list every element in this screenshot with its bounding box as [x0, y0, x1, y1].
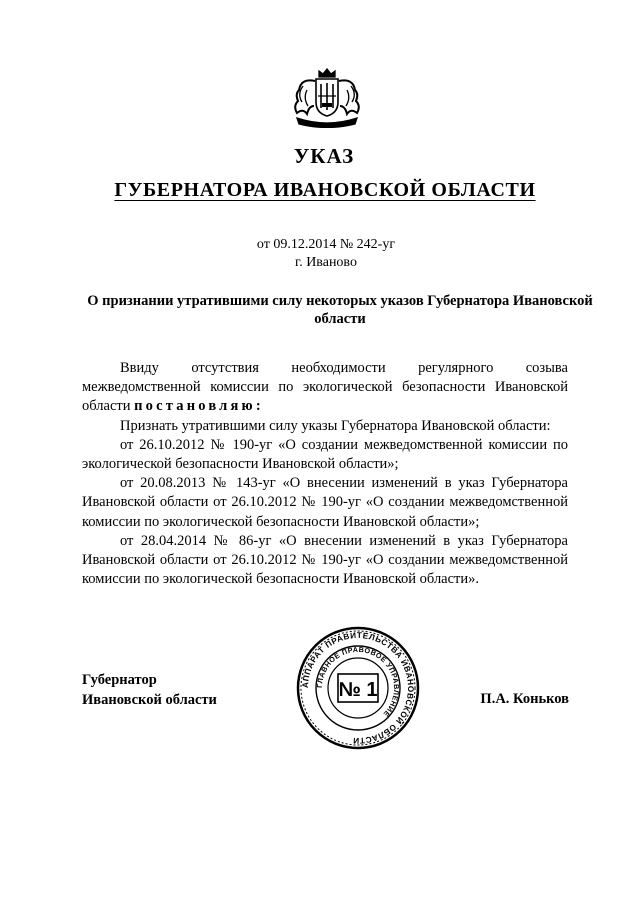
city: г. Иваново: [295, 255, 357, 270]
signatory-position-line2: Ивановской области: [82, 691, 217, 708]
document-type-title: УКАЗ: [293, 144, 355, 168]
date-number: от 09.12.2014 № 242-уг: [256, 237, 396, 252]
repealed-item-3: от 28.04.2014 № 86-уг «О внесении изменений в указ Губернатора Ивановской области от 26.10.2012 № 190-уг «О создании межведомственной комиссии по экологической безопасности Ивановской области».: [82, 532, 568, 588]
signatory-position: [82, 671, 217, 710]
decree-subject: О признании утратившими силу некоторых указов Губернатора Ивановской области: [87, 293, 593, 327]
preamble-paragraph: [82, 359, 568, 417]
repealed-item-1: от 26.10.2012 № 190-уг «О создании межведомственной комиссии по экологической безопасности Ивановской области»;: [82, 436, 568, 473]
decree-body: [82, 359, 568, 589]
signatory-name: П.А. Коньков: [480, 691, 569, 707]
issuer-title-text: ГУБЕРНАТОРА ИВАНОВСКОЙ ОБЛАСТИ: [114, 179, 536, 201]
issuer-title: [0, 179, 640, 202]
preamble-text: Ввиду отсутствия необходимости регулярного созыва межведомственной комиссии по экологической безопасности Ивановской области: [82, 360, 568, 415]
decree-word: постановляю:: [134, 398, 264, 415]
coat-of-arms-emblem: [289, 68, 365, 128]
signatory-position-line1: Губернатор: [82, 672, 157, 688]
official-stamp: [296, 626, 420, 750]
stamp-outer-text: АППАРАТ ПРАВИТЕЛЬСТВА ИВАНОВСКОЙ ОБЛАСТИ: [300, 630, 416, 746]
stamp-center-number: № 1: [338, 679, 378, 701]
repealed-item-2: от 20.08.2013 № 143-уг «О внесении изменений в указ Губернатора Ивановской области от 26.10.2012 № 190-уг «О создании межведомственной комиссии по экологической безопасности Ивановской области»;: [82, 475, 568, 530]
stamp-inner-text: ГЛАВНОЕ ПРАВОВОЕ УПРАВЛЕНИЕ: [314, 644, 402, 719]
clause-intro: Признать утратившими силу указы Губернатора Ивановской области:: [120, 417, 551, 434]
